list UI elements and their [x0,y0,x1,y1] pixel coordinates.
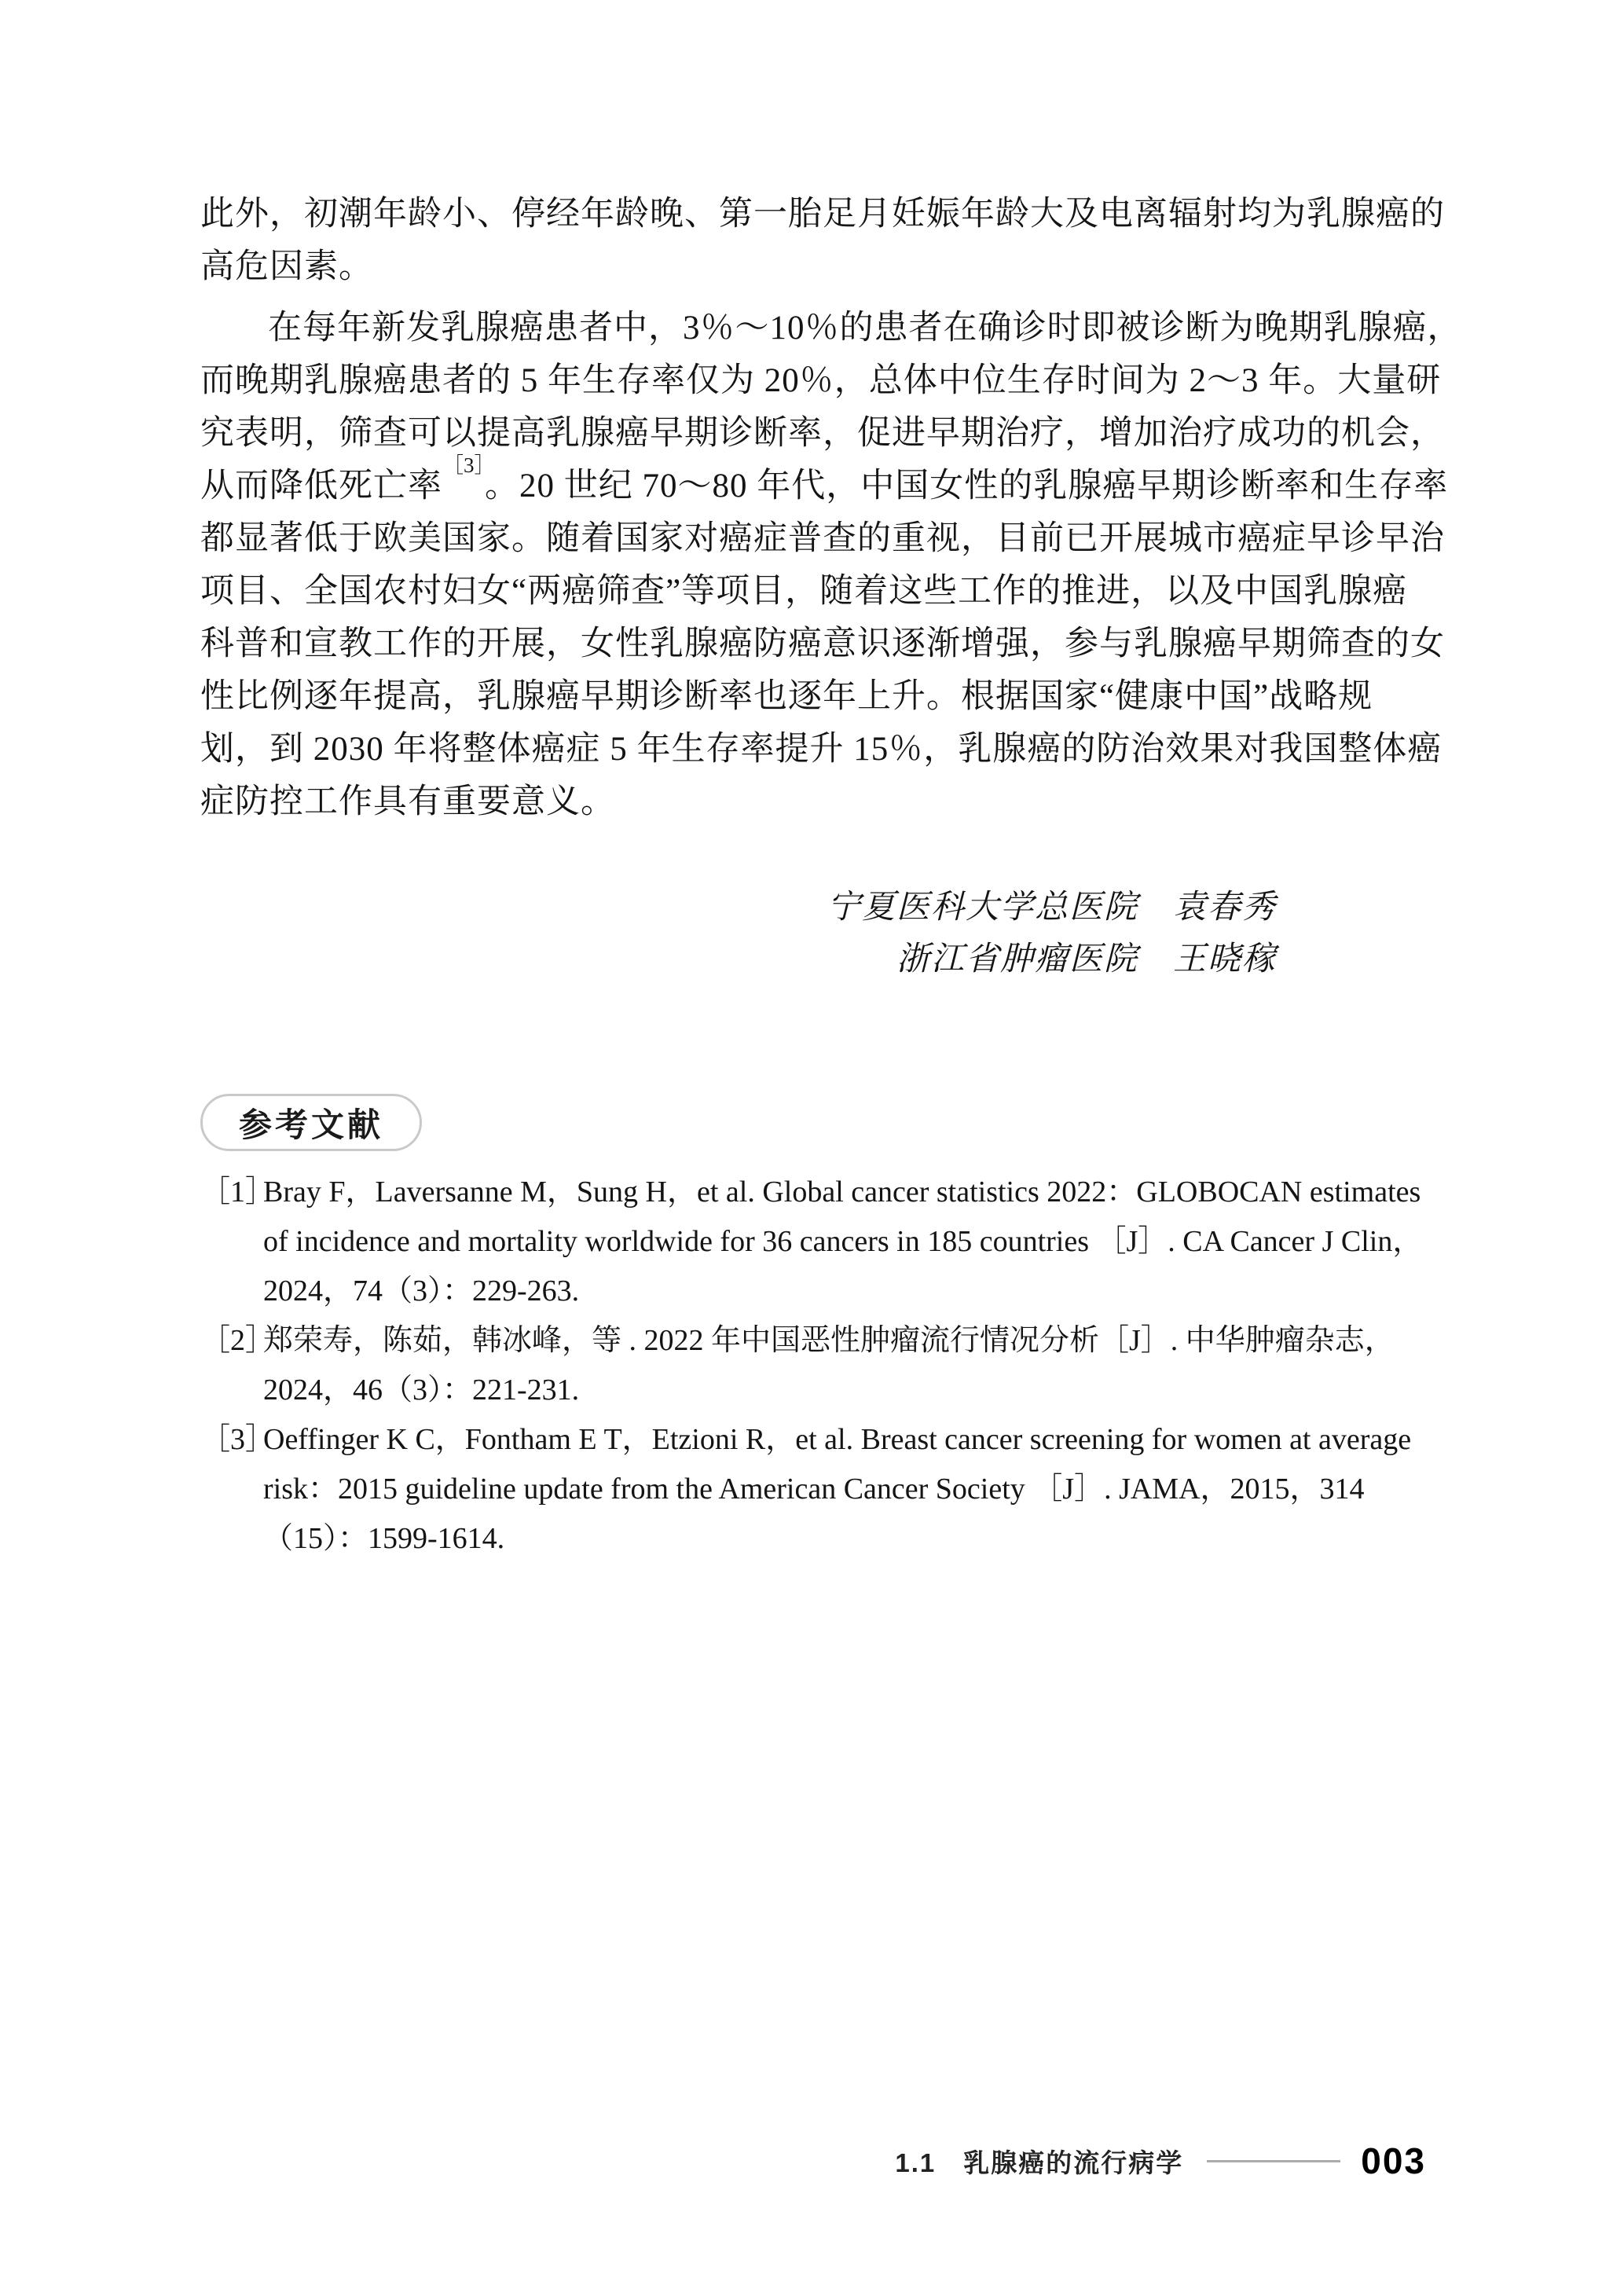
reference-item-3 [200,1415,1426,1564]
reference-item-2 [200,1316,1426,1415]
body-line: 划，到 2030 年将整体癌症 5 年生存率提升 15％，乳腺癌的防治效果对我国整体癌 [200,731,1443,768]
attribution-line-hospital-1: 宁夏医科大学总医院 袁春秀 [827,889,1277,926]
body-line: 症防控工作具有重要意义。 [200,783,615,820]
reference-line: Oeffinger K C，Fontham E T，Etzioni R，et al. Breast cancer screening for women at average [263,1423,1412,1456]
reference-number: ［1］ [200,1176,276,1209]
body-line: 都显著低于欧美国家。随着国家对癌症普查的重视，目前已开展城市癌症早诊早治 [200,520,1445,557]
paragraph-2 [200,302,1462,828]
references-list [200,1168,1426,1564]
citation-superscript-3: ［3］ [442,453,485,477]
reference-item-1 [200,1168,1426,1316]
body-line: 此外，初潮年龄小、停经年龄晚、第一胎足月妊娠年龄大及电离辐射均为乳腺癌的 [200,196,1445,233]
references-header-label: 参考文献 [238,1106,383,1143]
body-line-with-citation [200,453,1449,512]
citation-post-text: 。20 世纪 70～80 年代，中国女性的乳腺癌早期诊断率和生存率 [485,468,1449,504]
body-line: 在每年新发乳腺癌患者中，3％～10％的患者在确诊时即被诊断为晚期乳腺癌， [268,310,1462,347]
reference-number: ［2］ [200,1324,276,1357]
body-line: 性比例逐年提高，乳腺癌早期诊断率也逐年上升。根据国家“健康中国”战略规 [200,678,1373,715]
reference-line: of incidence and mortality worldwide for 36 cancers in 185 countries ［J］. CA Cancer J Clin， [263,1225,1423,1258]
body-line: 高危因素。 [200,248,373,285]
reference-line: 郑荣寿，陈茹，韩冰峰，等 . 2022 年中国恶性肿瘤流行情况分析［J］. 中华肿瘤杂志， [263,1324,1395,1357]
footer-section-title: 1.1 乳腺癌的流行病学 [895,2147,1184,2177]
references-header-pill [200,1094,422,1151]
reference-line: risk：2015 guideline update from the American Cancer Society ［J］. JAMA，2015，314 [263,1473,1365,1506]
paragraph-1 [200,188,1445,293]
reference-line: 2024，74（3）：229-263. [263,1275,580,1308]
body-line: 项目、全国农村妇女“两癌筛查”等项目，随着这些工作的推进，以及中国乳腺癌 [200,573,1408,610]
citation-pre-text: 从而降低死亡率 [200,468,442,504]
attribution-line-hospital-2: 浙江省肿瘤医院 王晓稼 [896,941,1277,977]
footer-rule [1207,2160,1340,2162]
body-line: 而晚期乳腺癌患者的 5 年生存率仅为 20％，总体中位生存时间为 2～3 年。大量研 [200,362,1442,399]
reference-line: 2024，46（3）：221-231. [263,1374,580,1407]
body-line: 究表明，筛查可以提高乳腺癌早期诊断率，促进早期治疗，增加治疗成功的机会， [200,415,1445,452]
reference-line: （15）：1599-1614. [263,1522,505,1555]
body-line: 科普和宣教工作的开展，女性乳腺癌防癌意识逐渐增强，参与乳腺癌早期筛查的女 [200,625,1445,662]
author-attribution [200,882,1426,985]
page-footer [200,2139,1426,2183]
reference-line: Bray F，Laversanne M，Sung H，et al. Global cancer statistics 2022：GLOBOCAN estimates [263,1176,1421,1209]
footer-page-number: 003 [1361,2140,1426,2181]
reference-number: ［3］ [200,1423,276,1456]
